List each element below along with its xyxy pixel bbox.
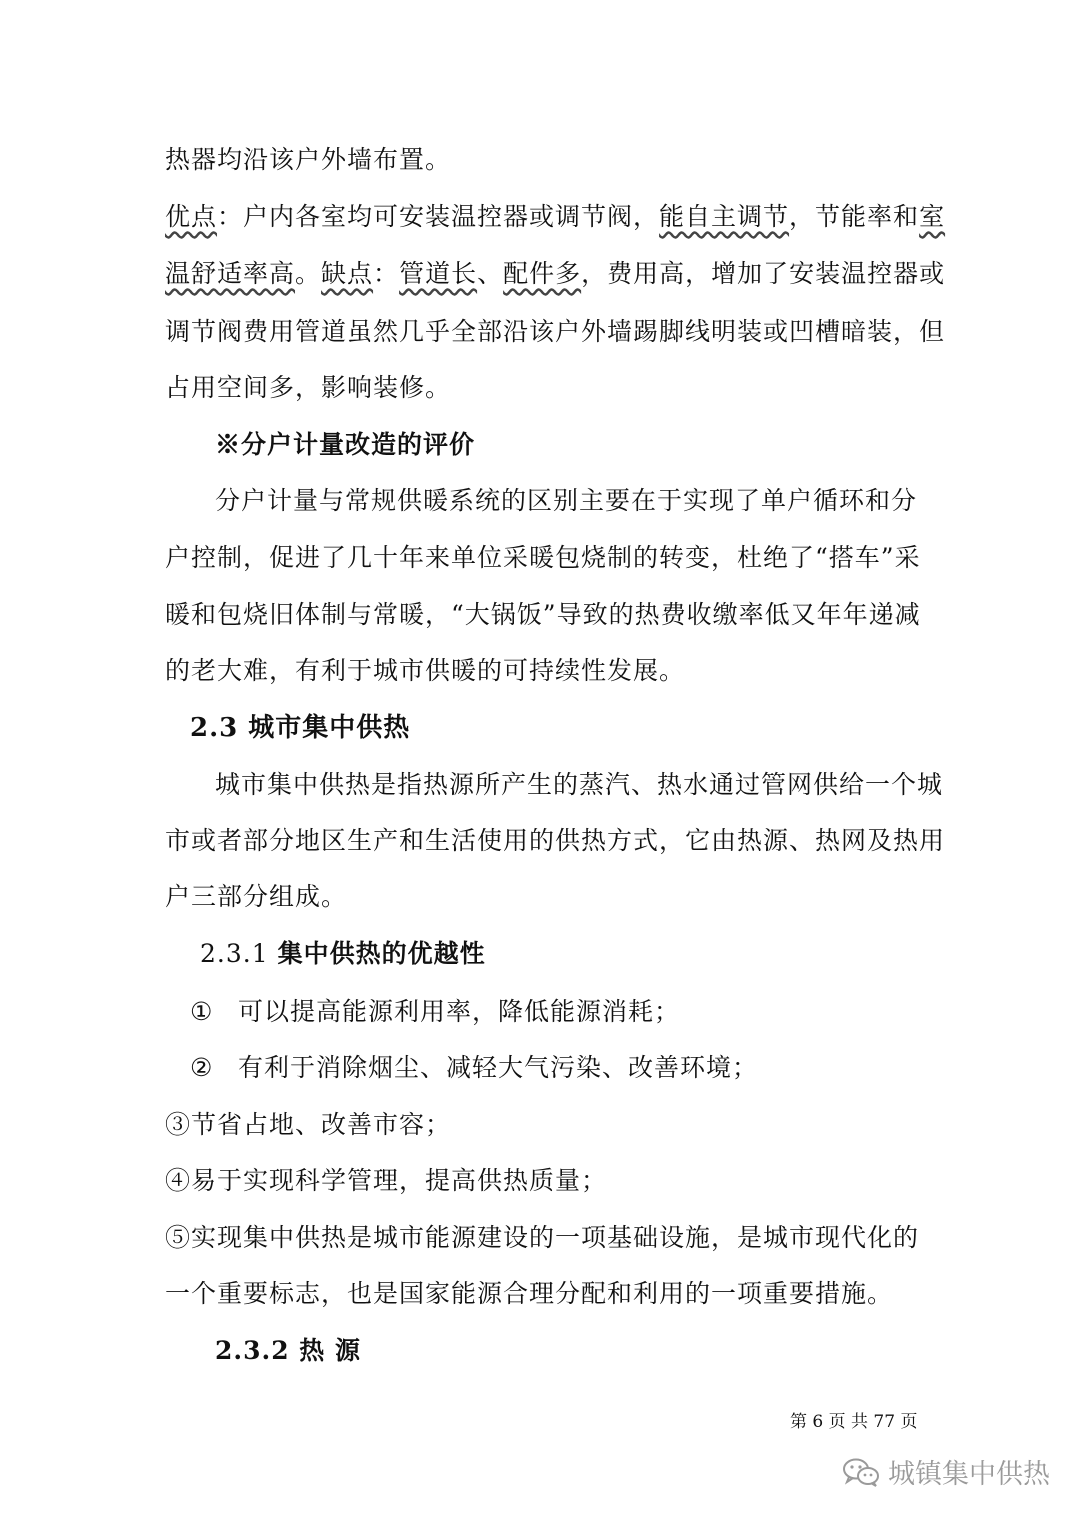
underlined-term: 能自主调节 — [659, 202, 790, 231]
list-item-text: 易于实现科学管理，提高供热质量； — [191, 1166, 608, 1195]
text-line: 的老大难，有利于城市供暖的可持续性发展。 — [165, 656, 686, 685]
list-item-text: 实现集中供热是城市能源建设的一项基础设施，是城市现代化的 — [191, 1223, 920, 1252]
text-line: 分户计量与常规供暖系统的区别主要在于实现了单户循环和分 — [215, 486, 918, 515]
text-line: 户控制，促进了几十年来单位采暖包烧制的转变，杜绝了“搭车”采 — [165, 543, 921, 572]
list-item-text: 节省占地、改善市容； — [191, 1110, 452, 1139]
underlined-term: 管道长 — [399, 259, 478, 288]
heading-number: 2.3.1 — [200, 939, 269, 968]
section-heading-2-3: 2.3 城市集中供热 — [190, 713, 411, 743]
list-item — [190, 1051, 945, 1085]
page-number: 第 6 页 共 77 页 — [790, 1412, 918, 1432]
list-marker: ② — [190, 1053, 214, 1082]
text-line: 热器均沿该户外墙布置。 — [165, 145, 452, 174]
text-line: 城市集中供热是指热源所产生的蒸汽、热水通过管网供给一个城 — [215, 770, 944, 799]
list-item — [165, 1221, 920, 1255]
list-item-text: 有利于消除烟尘、减轻大气污染、改善环境； — [238, 1053, 759, 1082]
list-item — [190, 995, 945, 1029]
heading-text: 集中供热的优越性 — [277, 939, 486, 968]
underlined-term: 室 — [919, 202, 946, 231]
list-item-text: 可以提高能源利用率，降低能源消耗； — [238, 997, 681, 1026]
list-item — [165, 1164, 920, 1198]
list-marker: ③ — [165, 1110, 192, 1139]
underlined-term: 缺点 — [321, 259, 374, 288]
underlined-term: 配件多 — [503, 259, 582, 288]
text-span: ：户内各室均可安装温控器或调节阀， — [217, 202, 660, 231]
text-line: 暖和包烧旧体制与常暖，“大锅饭”导致的热费收缴率低又年年递减 — [165, 600, 921, 629]
underlined-term: 优点 — [165, 202, 218, 231]
watermark — [842, 1452, 1050, 1491]
watermark-text: 城镇集中供热 — [888, 1459, 1050, 1490]
list-marker: ① — [190, 997, 214, 1026]
text-span: ： — [373, 259, 400, 288]
list-marker: ⑤ — [165, 1223, 192, 1252]
text-span: ，费用高，增加了安装温控器或 — [581, 259, 946, 288]
text-span: 。 — [295, 259, 322, 288]
list-marker: ④ — [165, 1166, 192, 1195]
text-line: 市或者部分地区生产和生活使用的供热方式，它由热源、热网及热用 — [165, 826, 946, 855]
text-span: 、 — [477, 259, 504, 288]
text-line — [165, 200, 946, 234]
text-line: 一个重要标志，也是国家能源合理分配和利用的一项重要措施。 — [165, 1279, 894, 1308]
text-line: 户三部分组成。 — [165, 882, 348, 911]
list-item — [165, 1108, 920, 1142]
wechat-icon — [842, 1457, 880, 1487]
text-span: ，节能率和 — [789, 202, 920, 231]
text-line — [165, 257, 946, 291]
section-heading-2-3-2: 2.3.2 热 源 — [215, 1336, 361, 1365]
section-heading-2-3-1 — [200, 937, 955, 971]
underlined-term: 温舒适率高 — [165, 259, 296, 288]
evaluation-heading: ※分户计量改造的评价 — [215, 430, 476, 459]
text-line: 调节阀费用管道虽然几乎全部沿该户外墙踢脚线明装或凹槽暗装，但 — [165, 317, 946, 346]
text-line: 占用空间多，影响装修。 — [165, 373, 452, 402]
